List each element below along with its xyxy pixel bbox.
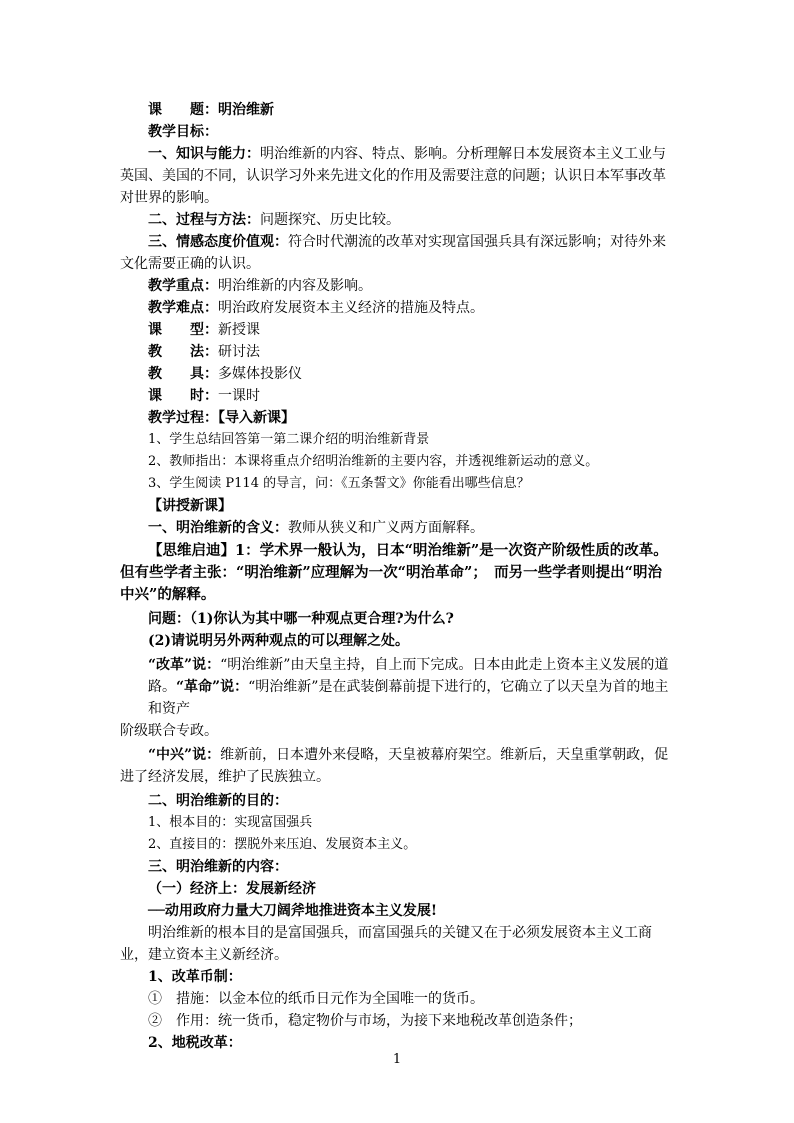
intro-step-3: 3、学生阅读 P114 的导言，问：《五条誓文》你能看出哪些信息？ [148, 476, 530, 491]
objective-1 [148, 143, 666, 165]
lesson-title-line [148, 99, 274, 121]
obj2-text: 问题探究、历史比较。 [260, 212, 400, 228]
currency-reform-measure: ① 措施：以金本位的纸币日元作为全国唯一的货币。 [148, 991, 484, 1007]
zx-text: 维新前，日本遭外来侵略，天皇被幕府架空。维新后，天皇重掌朝政，促 [220, 747, 669, 763]
sec1-text: 教师从狭义和广义两方面解释。 [288, 520, 484, 536]
key-label: 教学重点： [148, 278, 218, 294]
key-text: 明治维新的内容及影响。 [218, 278, 372, 294]
sec1-label: 一、明治维新的含义： [148, 520, 288, 536]
type-text: 新授课 [218, 322, 260, 338]
land-tax-reform-heading: 2、地税改革： [148, 1035, 242, 1051]
process-intro: 【导入新课】 [218, 410, 295, 426]
obj3-label: 三、情感态度价值观： [148, 234, 288, 250]
new-lesson-heading: 【讲授新课】 [148, 498, 232, 514]
think-3: 中兴”的解释。 [120, 586, 216, 603]
tools-label: 教 具： [148, 366, 218, 382]
section-2-heading: 二、明治维新的目的： [148, 793, 288, 809]
tools-text: 多媒体投影仪 [218, 366, 302, 382]
page-number: 1 [392, 1052, 402, 1067]
teaching-method [148, 341, 260, 363]
method-text: 研讨法 [218, 344, 260, 360]
reform-text-2: 路。 [148, 679, 176, 695]
section-1 [148, 517, 484, 539]
intro-step-1: 1、学生总结回答第一第二课介绍的明治维新背景 [148, 432, 430, 447]
section-3-subheading: （一）经济上：发展新经济 [148, 881, 316, 897]
zx-label: “中兴”说： [148, 747, 221, 763]
objective-1-cont2: 对世界的影响。 [120, 190, 218, 206]
revolution-view [148, 676, 668, 698]
method-label: 教 法： [148, 344, 218, 360]
revo-text: “明治维新”是在武装倒幕前提下进行的，它确立了以天皇为首的地主 [248, 679, 669, 695]
restoration-view-cont: 进了经济发展，维护了民族独立。 [120, 769, 330, 785]
lesson-type [148, 319, 260, 341]
objective-1-cont: 英国、美国的不同，认识学习外来先进文化的作用及需要注意的问题；认识日本军事改革 [120, 168, 666, 184]
reform-text: “明治维新”由天皇主持，自上而下完成。日本由此走上资本主义发展的道 [220, 657, 669, 673]
process-label: 教学过程： [148, 410, 218, 426]
obj1-text: 明治维新的内容、特点、影响。分析理解日本发展资本主义工业与 [260, 146, 666, 162]
revo-label: “革命”说： [176, 679, 249, 695]
difficulty-label: 教学难点： [148, 300, 218, 316]
class-hours [148, 385, 260, 407]
restoration-view [148, 744, 668, 766]
reform-view [148, 654, 668, 676]
reform-label: “改革”说： [148, 657, 221, 673]
type-label: 课 型： [148, 322, 218, 338]
obj3-text: 符合时代潮流的改革对实现富国强兵具有深远影响；对待外来 [288, 234, 666, 250]
title-value: 明治维新 [218, 102, 274, 118]
objective-3 [148, 231, 666, 253]
currency-reform-heading: 1、改革币制： [148, 969, 242, 985]
section-3-paragraph: 明治维新的根本目的是富国强兵，而富国强兵的关键又在于必须发展资本主义工商 [148, 925, 652, 941]
teaching-tools [148, 363, 302, 385]
objective-3-cont: 文化需要正确的认识。 [120, 256, 260, 272]
title-label: 课 题： [148, 102, 218, 118]
difficulty-text: 明治政府发展资本主义经济的措施及特点。 [218, 300, 484, 316]
intro-step-2: 2、教师指出：本课将重点介绍明治维新的主要内容，并透视维新运动的意义。 [148, 454, 599, 469]
obj1-label: 一、知识与能力： [148, 146, 260, 162]
difficulty-point [148, 297, 484, 319]
obj2-label: 二、过程与方法： [148, 212, 260, 228]
teaching-process [148, 407, 295, 429]
hours-text: 一课时 [218, 388, 260, 404]
section-3-heading: 三、明治维新的内容： [148, 859, 288, 875]
think-1: 【思维启迪】1：学术界一般认为，日本“明治维新”是一次资产阶级性质的改革。 [148, 542, 668, 559]
section-2-item-2: 2、直接目的：摆脱外来压迫、发展资本主义。 [148, 837, 417, 852]
objective-2 [148, 209, 400, 231]
section-2-item-1: 1、根本目的：实现富国强兵 [148, 815, 313, 830]
revolution-view-cont: 和资产 [148, 701, 190, 717]
section-3-paragraph-cont: 业，建立资本主义新经济。 [120, 947, 288, 963]
question-1: 问题：（1)你认为其中哪一种观点更合理?为什么? [148, 611, 454, 627]
think-2: 但有些学者主张：“明治维新”应理解为一次“明治革命”； 而另一些学者则提出“明治 [120, 564, 662, 581]
key-point [148, 275, 372, 297]
currency-reform-effect: ② 作用：统一货币，稳定物价与市场，为接下来地税改革创造条件； [148, 1013, 582, 1029]
objectives-heading: 教学目标： [148, 124, 218, 140]
revolution-view-cont2: 阶级联合专政。 [120, 723, 218, 739]
question-2: (2)请说明另外两种观点的可以理解之处。 [148, 633, 409, 649]
hours-label: 课 时： [148, 388, 218, 404]
section-3-motto: ──动用政府力量大刀阔斧地推进资本主义发展! [148, 903, 438, 919]
